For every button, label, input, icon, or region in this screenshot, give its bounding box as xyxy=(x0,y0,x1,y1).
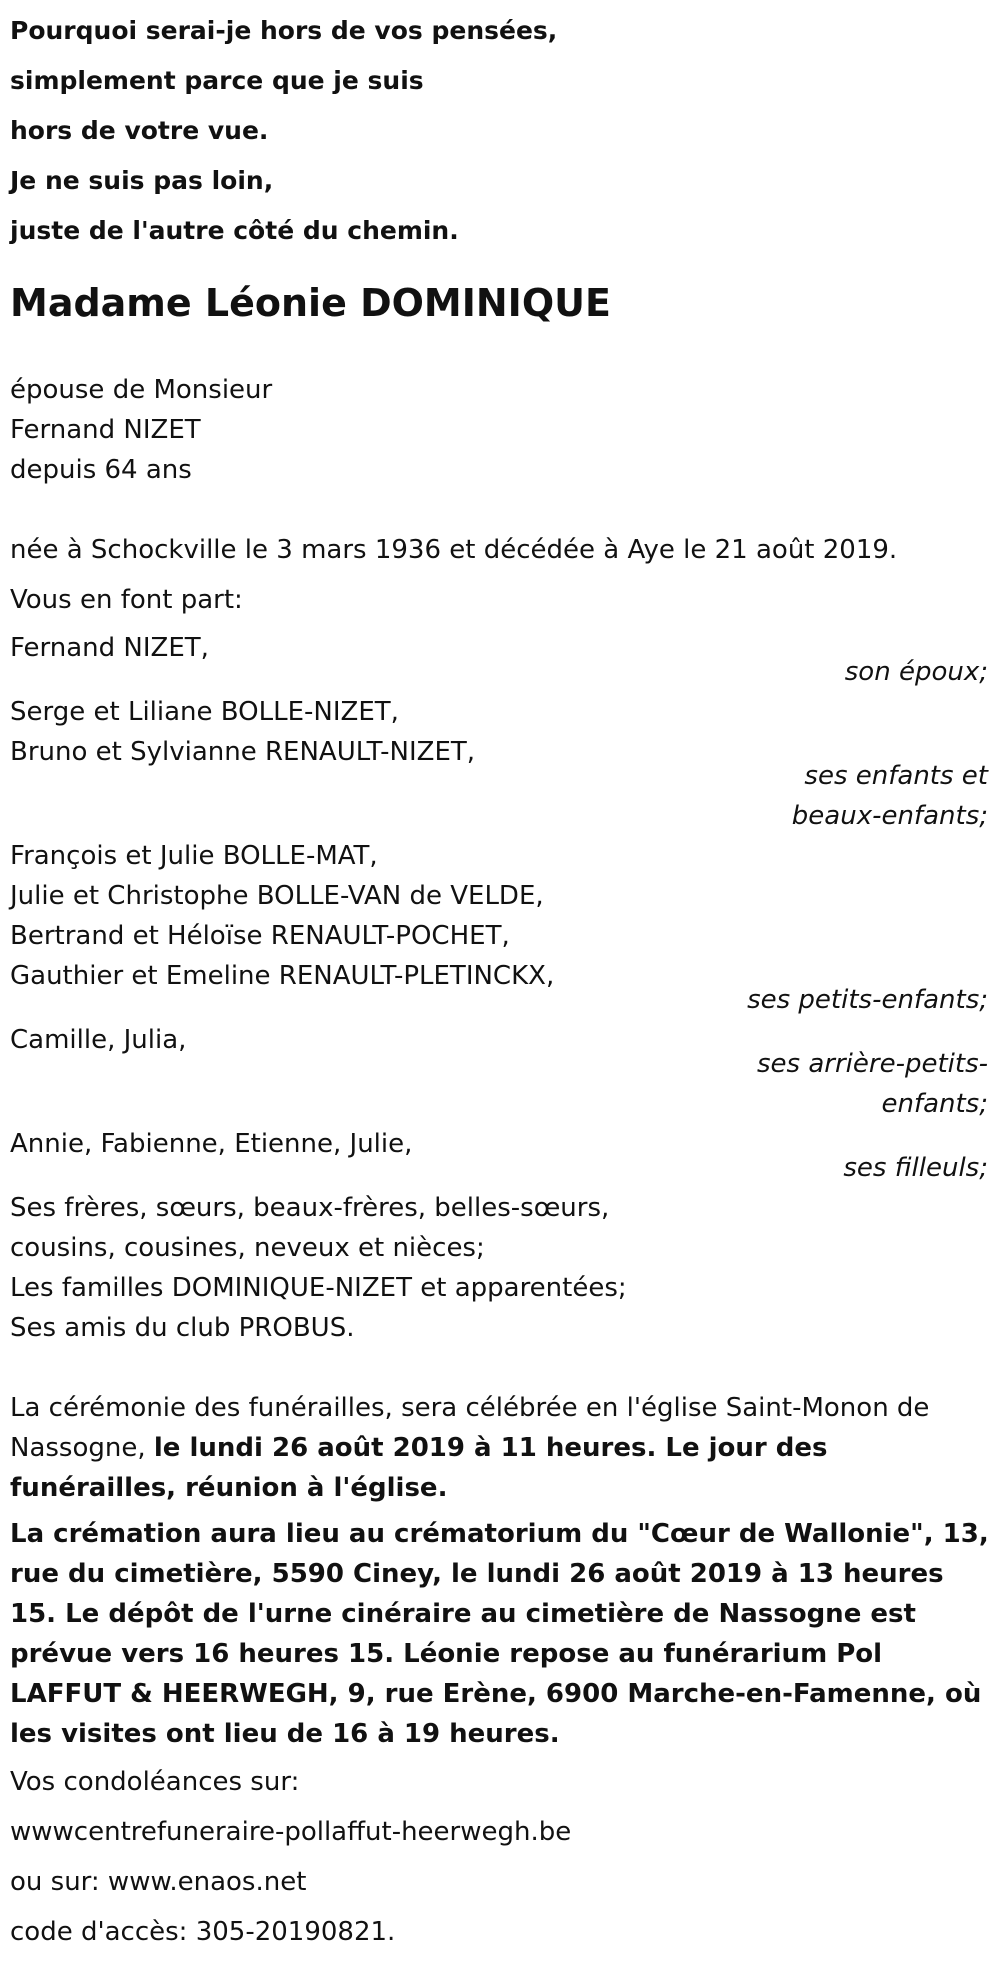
family-grandchild: François et Julie BOLLE-MAT, xyxy=(10,841,378,871)
poem-line: hors de votre vue. xyxy=(10,116,269,145)
announce: Vous en font part: xyxy=(10,585,243,615)
role-great-grandchildren: ses arrière-petits- xyxy=(757,1049,988,1079)
spouse-line: épouse de Monsieur xyxy=(10,375,273,405)
family-great-grandchildren: Camille, Julia, xyxy=(10,1025,187,1055)
family-grandchild: Bertrand et Héloïse RENAULT-POCHET, xyxy=(10,921,510,951)
condolences-label: Vos condoléances sur: xyxy=(10,1767,300,1797)
poem-line: simplement parce que je suis xyxy=(10,66,424,95)
ceremony-text: La cérémonie des funérailles, sera célébrée en l'église Saint-Monon de Nassogne, xyxy=(10,1393,930,1463)
ceremony-date: le lundi 26 août 2019 à 11 heures. Le jour des funérailles, réunion à l'église. xyxy=(10,1433,828,1503)
poem-line: Pourquoi serai-je hors de vos pensées, xyxy=(10,16,558,45)
access-code: code d'accès: 305-20190821. xyxy=(10,1917,396,1947)
cremation-info: La crémation aura lieu au crématorium du "Cœur de Wallonie", 13, rue du cimetière, 5590 Ciney, le lundi 26 août 2019 à 13 heures 15. Le dépôt de l'urne cinéraire au cimetière de Nassogne est prévue vers 16 heures 15. Léonie repose au funérarium Pol LAFFUT & HEERWEGH, 9, rue Erène, 6900 Marche-en-Famenne, où les visites ont lieu de 16 à 19 heures. xyxy=(10,1519,989,1749)
poem-line: juste de l'autre côté du chemin. xyxy=(10,216,459,245)
family-others: Ses frères, sœurs, beaux-frères, belles-sœurs, xyxy=(10,1193,610,1223)
condolences-site-alt[interactable]: ou sur: www.enaos.net xyxy=(10,1867,307,1897)
family-grandchild: Gauthier et Emeline RENAULT-PLETINCKX, xyxy=(10,961,555,991)
role-great-grandchildren: enfants; xyxy=(881,1089,988,1119)
poem-line: Je ne suis pas loin, xyxy=(10,166,274,195)
role-godchildren: ses filleuls; xyxy=(843,1153,988,1183)
family-grandchild: Julie et Christophe BOLLE-VAN de VELDE, xyxy=(10,881,544,911)
role-spouse: son époux; xyxy=(844,657,988,687)
condolences-site[interactable]: wwwcentrefuneraire-pollaffut-heerwegh.be xyxy=(10,1817,572,1847)
family-others: Ses amis du club PROBUS. xyxy=(10,1313,355,1343)
family-child: Serge et Liliane BOLLE-NIZET, xyxy=(10,697,399,727)
family-others: Les familles DOMINIQUE-NIZET et apparentées; xyxy=(10,1273,627,1303)
birth-death: née à Schockville le 3 mars 1936 et décédée à Aye le 21 août 2019. xyxy=(10,535,898,565)
ceremony-info xyxy=(10,1388,990,1508)
poem xyxy=(10,6,557,256)
family-godchildren: Annie, Fabienne, Etienne, Julie, xyxy=(10,1129,413,1159)
family-child: Bruno et Sylvianne RENAULT-NIZET, xyxy=(10,737,476,767)
role-children: ses enfants et xyxy=(804,761,988,791)
family-spouse: Fernand NIZET, xyxy=(10,633,209,663)
spouse-line: depuis 64 ans xyxy=(10,455,192,485)
family-others: cousins, cousines, neveux et nièces; xyxy=(10,1233,485,1263)
spouse-line: Fernand NIZET xyxy=(10,415,201,445)
role-children: beaux-enfants; xyxy=(791,801,988,831)
deceased-name: Madame Léonie DOMINIQUE xyxy=(10,281,611,325)
role-grandchildren: ses petits-enfants; xyxy=(747,985,988,1015)
